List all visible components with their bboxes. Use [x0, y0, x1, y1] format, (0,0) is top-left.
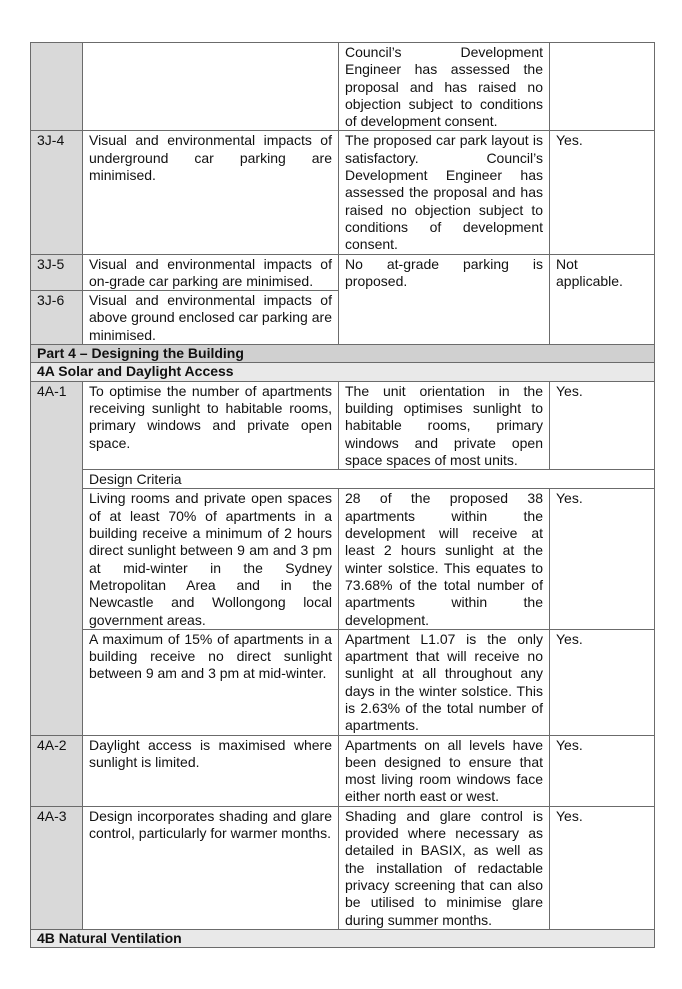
- result-cell: Yes.: [550, 489, 655, 629]
- result-cell: Yes.: [550, 806, 655, 929]
- row-id-cell: 4A-3: [31, 806, 83, 929]
- result-cell: Yes.: [550, 381, 655, 469]
- row-id-cell: 4A-1: [31, 381, 83, 735]
- compliance-table: [30, 42, 655, 948]
- row-id-cell: 4A-2: [31, 735, 83, 806]
- table-row: [31, 735, 655, 806]
- objective-cell: Design incorporates shading and glare control, particularly for warmer months.: [83, 806, 339, 929]
- design-criteria-label: Design Criteria: [83, 470, 655, 489]
- subsection-heading-row: [31, 929, 655, 947]
- objective-cell: Visual and environmental impacts of on-grade car parking are minimised.: [83, 254, 339, 291]
- table-row: [31, 43, 655, 131]
- subsection-heading-row: [31, 363, 655, 381]
- objective-cell: Visual and environmental impacts of underground car parking are minimised.: [83, 131, 339, 254]
- comment-cell: 28 of the proposed 38 apartments within the development will receive at least 2 hours sunlight at the winter solstice. This equates to 73.68% of the total number of apartments within the development.: [339, 489, 550, 629]
- table-row: [31, 131, 655, 254]
- comment-cell: Shading and glare control is provided where necessary as detailed in BASIX, as well as the installation of redactable privacy screening that can also be utilised to minimise glare during summer months.: [339, 806, 550, 929]
- criteria-label-row: [31, 470, 655, 489]
- comment-cell: The unit orientation in the building optimises sunlight to habitable rooms, primary windows and private open space spaces of most units.: [339, 381, 550, 469]
- row-id-cell: 3J-4: [31, 131, 83, 254]
- objective-cell: Living rooms and private open spaces of at least 70% of apartments in a building receive a minimum of 2 hours direct sunlight between 9 am and 3 pm at mid-winter in the Sydney Metropolitan Area and in the Newcastle and Wollongong local government areas.: [83, 489, 339, 629]
- comment-cell: Council’s Development Engineer has assessed the proposal and has raised no objection subject to conditions of development consent.: [339, 43, 550, 131]
- result-cell: Yes.: [550, 629, 655, 735]
- objective-cell: To optimise the number of apartments receiving sunlight to habitable rooms, primary windows and private open space.: [83, 381, 339, 469]
- section-heading-row: [31, 345, 655, 363]
- comment-cell: The proposed car park layout is satisfactory. Council’s Development Engineer has assessed the proposal and has raised no objection subject to conditions of development consent.: [339, 131, 550, 254]
- objective-cell: A maximum of 15% of apartments in a building receive no direct sunlight between 9 am and 3 pm at mid-winter.: [83, 629, 339, 735]
- comment-cell: No at-grade parking is proposed.: [339, 254, 550, 344]
- comment-cell: Apartment L1.07 is the only apartment that will receive no sunlight at all throughout any days in the winter solstice. This is 2.63% of the total number of apartments.: [339, 629, 550, 735]
- row-id-cell: 3J-6: [31, 291, 83, 345]
- table-row: [31, 254, 655, 291]
- part-heading: Part 4 – Designing the Building: [31, 345, 655, 363]
- objective-cell: Visual and environmental impacts of above ground enclosed car parking are minimised.: [83, 291, 339, 345]
- table-row: [31, 629, 655, 735]
- table-row: [31, 381, 655, 469]
- section-heading: 4B Natural Ventilation: [31, 929, 655, 947]
- objective-cell: [83, 43, 339, 131]
- table-row: [31, 489, 655, 629]
- result-cell: Yes.: [550, 735, 655, 806]
- section-heading: 4A Solar and Daylight Access: [31, 363, 655, 381]
- result-cell: Not applicable.: [550, 254, 655, 344]
- objective-cell: Daylight access is maximised where sunlight is limited.: [83, 735, 339, 806]
- result-cell: Yes.: [550, 131, 655, 254]
- comment-cell: Apartments on all levels have been designed to ensure that most living room windows face either north east or west.: [339, 735, 550, 806]
- result-cell: [550, 43, 655, 131]
- row-id-cell: [31, 43, 83, 131]
- row-id-cell: 3J-5: [31, 254, 83, 291]
- table-row: [31, 806, 655, 929]
